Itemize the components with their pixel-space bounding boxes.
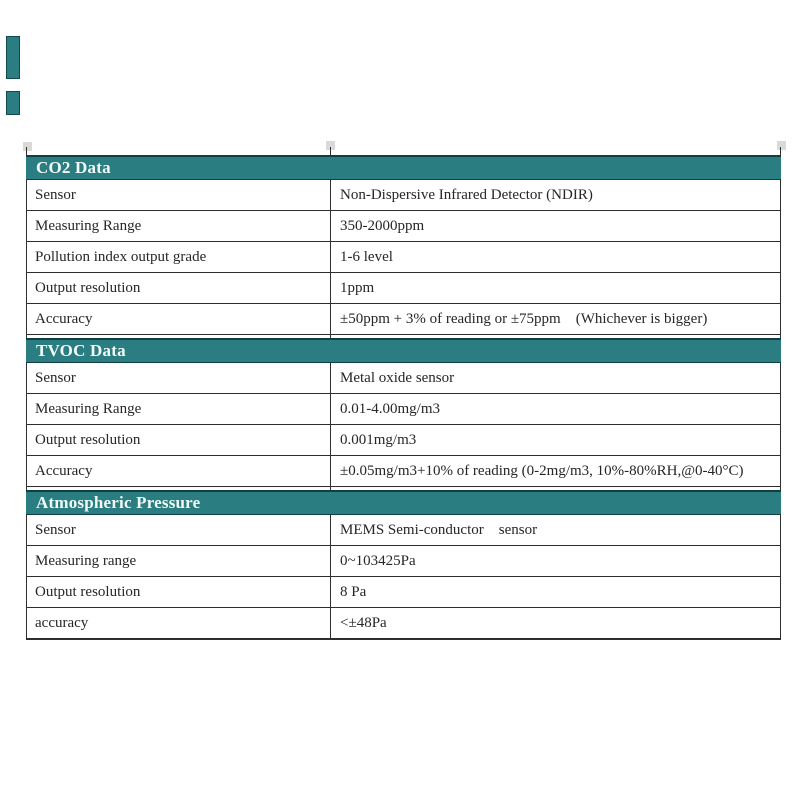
table-border-handle-left[interactable]	[23, 142, 32, 151]
spec-label: Sensor	[35, 522, 76, 538]
table-row	[26, 608, 781, 640]
spec-value: 0.01-4.00mg/m3	[340, 401, 440, 417]
spec-value: Metal oxide sensor	[340, 370, 455, 386]
page-edge-artifact-top	[6, 36, 20, 79]
spec-label: Measuring Range	[35, 218, 142, 234]
table-row	[26, 273, 781, 304]
table-row	[26, 304, 781, 335]
section-tvoc	[26, 338, 781, 487]
sensor-spec-table	[26, 155, 781, 640]
spec-label: Output resolution	[35, 432, 141, 448]
spec-label: Sensor	[35, 187, 76, 203]
spec-label: Accuracy	[35, 311, 93, 327]
section-co2	[26, 155, 781, 335]
section-title: TVOC Data	[36, 341, 126, 360]
table-row	[26, 211, 781, 242]
spec-label: accuracy	[35, 615, 89, 631]
section-header-tvoc	[26, 338, 781, 363]
table-row	[26, 363, 781, 394]
spec-value: ±0.05mg/m3+10% of reading (0-2mg/m3, 10%-80%RH,@0-40°C)	[340, 463, 744, 479]
spec-label: Measuring range	[35, 553, 137, 569]
spec-value: 8 Pa	[340, 584, 367, 600]
spec-value: 0~103425Pa	[340, 553, 416, 569]
spec-value: 1-6 level	[340, 249, 393, 265]
table-row	[26, 394, 781, 425]
table-border-handle-right[interactable]	[777, 141, 786, 150]
table-column-divider	[330, 147, 331, 640]
table-row	[26, 515, 781, 546]
table-row	[26, 242, 781, 273]
spec-value: 1ppm	[340, 280, 375, 296]
spec-label: Output resolution	[35, 584, 141, 600]
spec-value: MEMS Semi-conductor sensor	[340, 522, 538, 538]
table-row	[26, 180, 781, 211]
spec-value: ±50ppm + 3% of reading or ±75ppm (Whichever is bigger)	[340, 311, 708, 327]
spec-label: Pollution index output grade	[35, 249, 207, 265]
spec-value: Non-Dispersive Infrared Detector (NDIR)	[340, 187, 593, 203]
section-title: Atmospheric Pressure	[36, 493, 201, 512]
spec-value: 0.001mg/m3	[340, 432, 417, 448]
section-atmospheric-pressure	[26, 490, 781, 640]
spec-value: 350-2000ppm	[340, 218, 425, 234]
table-row	[26, 425, 781, 456]
table-row	[26, 577, 781, 608]
spec-label: Sensor	[35, 370, 76, 386]
section-title: CO2 Data	[36, 158, 111, 177]
spec-label: Output resolution	[35, 280, 141, 296]
table-left-border	[26, 147, 27, 640]
section-header-atmospheric-pressure	[26, 490, 781, 515]
spec-label: Measuring Range	[35, 401, 142, 417]
spec-label: Accuracy	[35, 463, 93, 479]
table-row	[26, 456, 781, 487]
section-header-co2	[26, 155, 781, 180]
spec-value: <±48Pa	[340, 615, 387, 631]
page-edge-artifact-bottom	[6, 91, 20, 115]
table-right-border	[780, 147, 781, 640]
table-row	[26, 546, 781, 577]
